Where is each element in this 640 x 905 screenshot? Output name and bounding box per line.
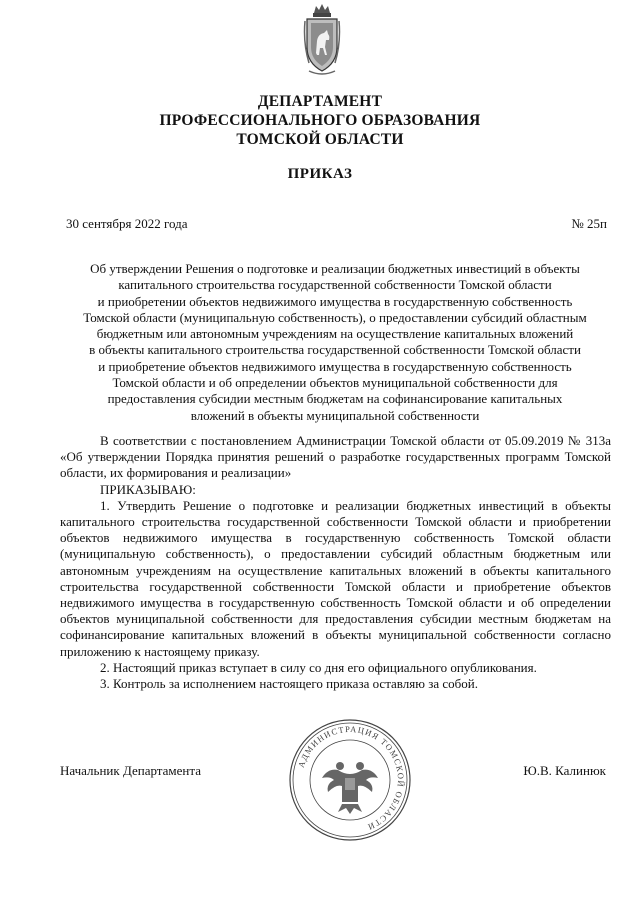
subject-line: предоставления субсидии местным бюджетам на софинансирование капитальных [107,391,563,407]
order-body [60,433,611,692]
subject-line: в объекты капитального строительства государственной собственности Томской области [89,342,581,358]
subject-line: и приобретение объектов недвижимого имущества в государственную собственность [98,358,572,374]
signatory-name: Ю.В. Калинюк [523,763,606,778]
preamble-paragraph: В соответствии с постановлением Администрации Томской области от 05.09.2019 № 313а «Об утверждении Порядка принятия решений о разработке государственных программ Томской области, их формирования и реализации» [60,433,611,481]
signatory-title: Начальник Департамента [60,763,201,778]
order-title: ПРИКАЗ [287,166,353,182]
tomsk-oblast-coat-of-arms-icon [303,3,341,77]
order-date: 30 сентября 2022 года [66,216,188,231]
department-line: ТОМСКОЙ ОБЛАСТИ [236,131,404,148]
subject-line: бюджетным или автономным учреждениям на осуществление капитальных вложений [96,326,574,342]
department-line: ПРОФЕССИОНАЛЬНОГО ОБРАЗОВАНИЯ [159,112,481,129]
order-item: 3. Контроль за исполнением настоящего приказа оставляю за собой. [100,676,478,692]
order-directive-word: ПРИКАЗЫВАЮ: [100,481,196,497]
subject-line: и приобретении объектов недвижимого имущества в государственную собственность [97,293,573,309]
order-item: 2. Настоящий приказ вступает в силу со дня его официального опубликования. [100,659,537,675]
subject-line: Томской области (муниципальную собственность), о предоставлении субсидий областным [83,309,587,325]
order-number: № 25п [571,216,607,231]
subject-line: вложений в объекты муниципальной собственности [190,407,480,423]
department-line: ДЕПАРТАМЕНТ [257,93,383,110]
order-subject [60,261,610,424]
department-name [0,92,640,149]
subject-line: Об утверждении Решения о подготовке и реализации бюджетных инвестиций в объекты [90,261,580,276]
subject-line: капитального строительства государственной собственности Томской области [118,277,552,293]
seal-text: АДМИНИСТРАЦИЯ ТОМСКОЙ ОБЛАСТИ [295,723,407,833]
order-item: 1. Утвердить Решение о подготовке и реализации бюджетных инвестиций в объекты капитального строительства государственной собственности Томской области и приобретении объектов недвижимого имущества в государственную собственность Томской области (муниципальную собственность), о предоставлении субсидий областным бюджетным или автономным учреждениям на осуществление капитальных вложений в объекты капитального строительства государственной собственности Томской области и приобретение объектов недвижимого имущества в государственную собственность Томской области и об определении объектов муниципальной собственности для предоставления субсидии местным бюджетам на софинансирование капитальных вложений в объекты муниципальной собственности согласно приложению к настоящему приказу. [60,497,611,659]
official-round-seal-icon [288,718,412,842]
subject-line: Томской области и об определении объектов муниципальной собственности для [112,375,558,391]
